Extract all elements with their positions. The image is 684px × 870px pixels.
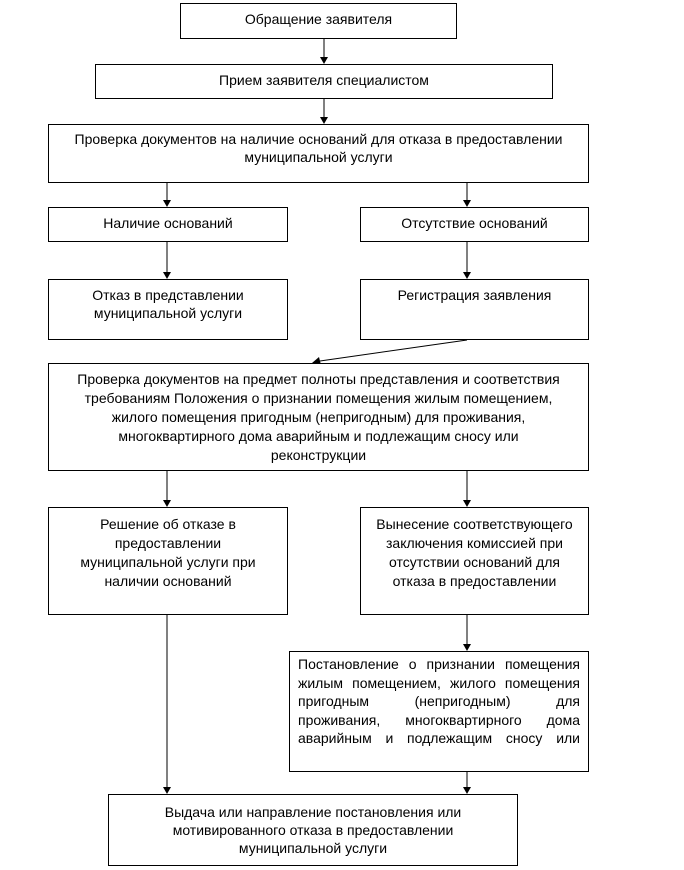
- check-completeness-box: Проверка документов на предмет полноты представления и соответствия требованиям Положения о признании помещения жилым помещением, жилого помещения пригодным (непригодным) для проживания, многоквартирного дома аварийным и подлежащим сносу или реконструкции: [48, 363, 589, 471]
- arrowhead: [163, 272, 171, 279]
- reception-box: Прием заявителя специалистом: [95, 64, 553, 99]
- appeal-box: Обращение заявителя: [180, 3, 457, 39]
- arrowhead: [163, 200, 171, 207]
- registration-box: Регистрация заявления: [360, 279, 589, 340]
- grounds-present-box: Наличие оснований: [48, 207, 288, 242]
- refusal-decision-box: Решение об отказе в предоставлении муниципальной услуги при наличии оснований: [48, 507, 288, 615]
- arrowhead: [463, 500, 471, 507]
- arrowhead: [463, 272, 471, 279]
- grounds-absent-box: Отсутствие оснований: [360, 207, 589, 242]
- arrowhead: [163, 787, 171, 794]
- arrowhead: [463, 200, 471, 207]
- arrowhead: [320, 57, 328, 64]
- commission-conclusion-box: Вынесение соответствующего заключения комиссией при отсутствии оснований для отказа в предоставлении: [360, 507, 589, 615]
- resolution-box: Постановление о признании помещения жилым помещением, жилого помещения пригодным (непригодным) для проживания, многоквартирного дома аварийным и подлежащим сносу или: [289, 651, 589, 772]
- check-grounds-box: Проверка документов на наличие оснований для отказа в предоставлении муниципальной услуги: [48, 124, 589, 183]
- arrow-registration-completeness: [320, 340, 467, 361]
- arrowhead: [463, 787, 471, 794]
- issuance-box: Выдача или направление постановления или мотивированного отказа в предоставлении муниципальной услуги: [108, 794, 518, 866]
- refusal-box: Отказ в представлении муниципальной услуги: [48, 279, 288, 340]
- arrowhead: [320, 117, 328, 124]
- arrowhead: [463, 644, 471, 651]
- arrowhead: [163, 500, 171, 507]
